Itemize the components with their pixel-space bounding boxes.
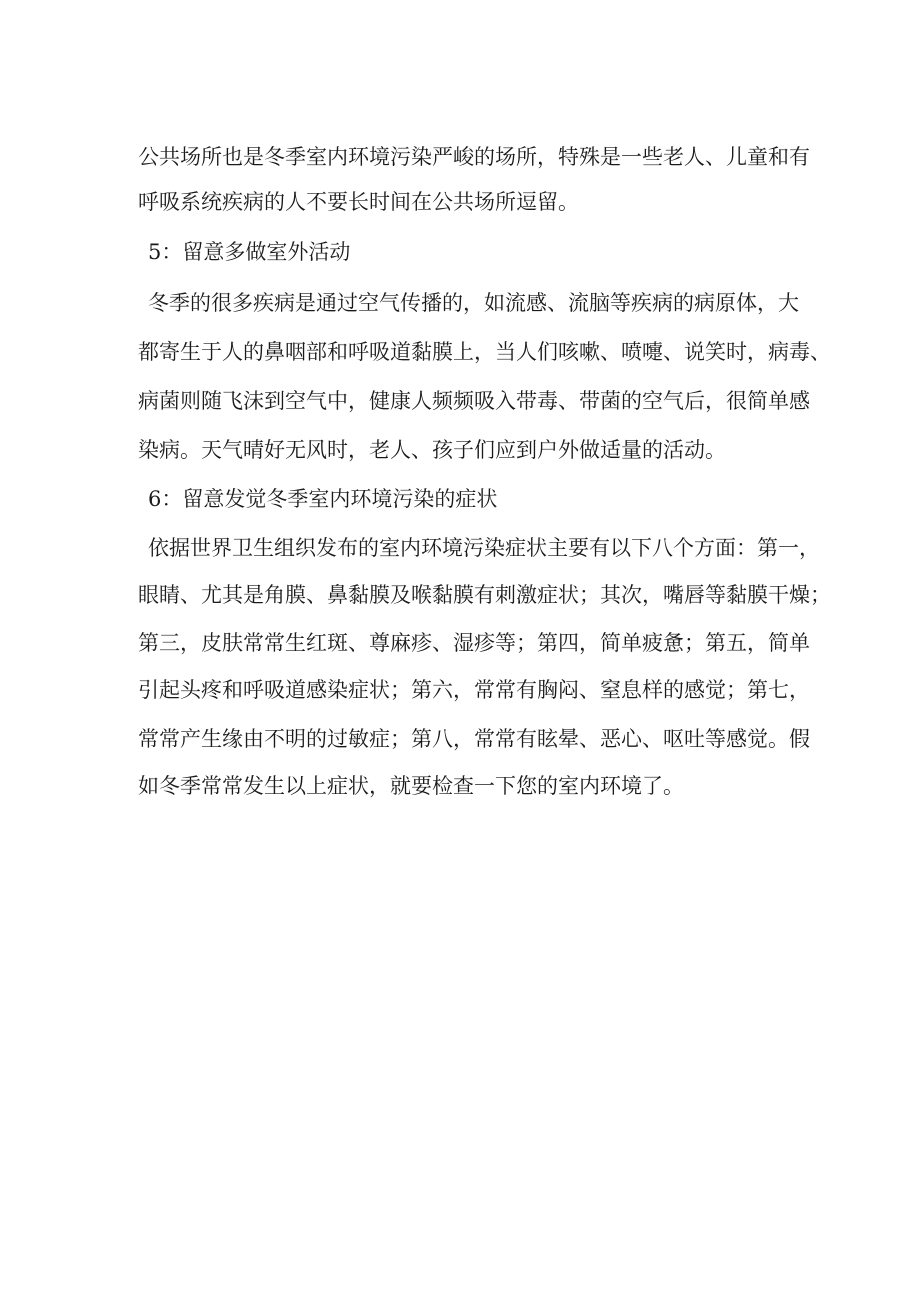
text-line: 第三，皮肤常常生红斑、尊麻疹、湿疹等；第四，简单疲惫；第五，简单 xyxy=(138,631,810,655)
text-line: 引起头疼和呼吸道感染症状；第六，常常有胸闷、窒息样的感觉；第七， xyxy=(138,678,810,702)
text-line: 都寄生于人的鼻咽部和呼吸道黏膜上，当人们咳嗽、喷嚏、说笑时，病毒、 xyxy=(138,340,831,364)
text-line: 染病。天气晴好无风时，老人、孩子们应到户外做适量的活动。 xyxy=(138,438,726,462)
text-line: 冬季的很多疾病是通过空气传播的，如流感、流脑等疾病的病原体，大 xyxy=(148,291,799,315)
text-line: 公共场所也是冬季室内环境污染严峻的场所，特殊是一些老人、儿童和有 xyxy=(138,145,810,169)
text-line: 如冬季常常发生以上症状，就要检查一下您的室内环境了。 xyxy=(138,774,684,798)
text-line: 病菌则随飞沫到空气中，健康人频频吸入带毒、带菌的空气后，很简单感 xyxy=(138,389,810,413)
section-heading: 5：留意多做室外活动 xyxy=(148,240,351,264)
text-line: 常常产生缘由不明的过敏症；第八，常常有眩晕、恶心、呕吐等感觉。假 xyxy=(138,727,810,751)
text-line: 眼睛、尤其是角膜、鼻黏膜及喉黏膜有刺激症状；其次，嘴唇等黏膜干燥； xyxy=(138,583,831,607)
text-line: 依据世界卫生组织发布的室内环境污染症状主要有以下八个方面：第一， xyxy=(148,536,820,560)
section-heading: 6：留意发觉冬季室内环境污染的症状 xyxy=(148,487,498,511)
text-line: 呼吸系统疾病的人不要长时间在公共场所逗留。 xyxy=(138,190,579,214)
